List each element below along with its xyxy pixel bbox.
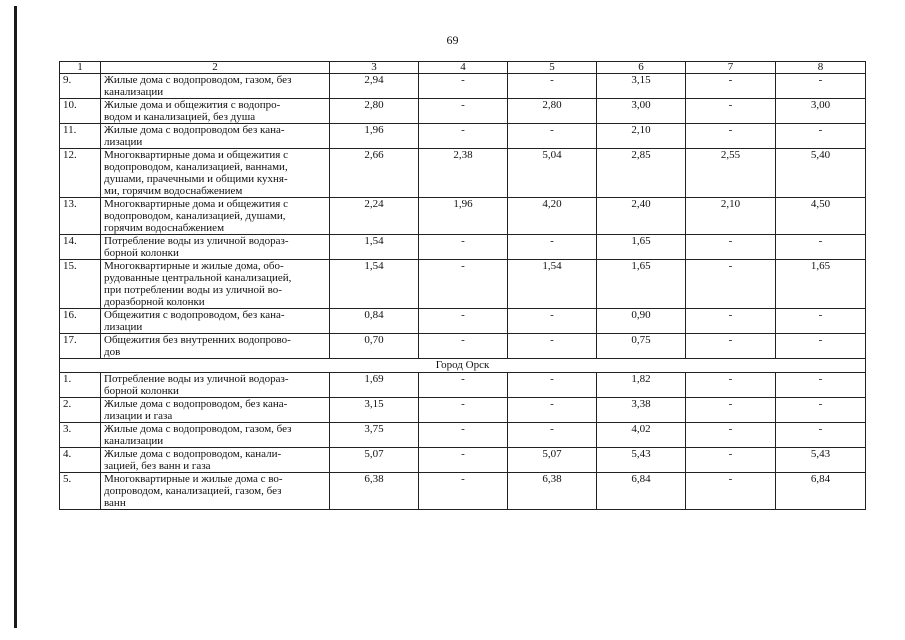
value-cell-col-5: 4,20 bbox=[508, 198, 597, 235]
table-row bbox=[60, 309, 866, 334]
value-cell-col-5: - bbox=[508, 398, 597, 423]
description-line: водопроводом, канализацией, душами, bbox=[104, 210, 286, 222]
column-header-2: 2 bbox=[101, 62, 330, 74]
description-line: канализации bbox=[104, 435, 164, 447]
value-cell-col-8: - bbox=[776, 124, 866, 149]
value-cell-col-8: 5,43 bbox=[776, 448, 866, 473]
row-number: 15. bbox=[60, 260, 101, 309]
table-row bbox=[60, 373, 866, 398]
column-header-4: 4 bbox=[419, 62, 508, 74]
description-line: зацией, без ванн и газа bbox=[104, 460, 211, 472]
row-number: 14. bbox=[60, 235, 101, 260]
value-cell-col-7: - bbox=[686, 423, 776, 448]
row-number: 2. bbox=[60, 398, 101, 423]
value-cell-col-6: 0,75 bbox=[597, 334, 686, 359]
description-line: Жилые дома с водопроводом, газом, без bbox=[104, 74, 292, 86]
description-line: лизации bbox=[104, 321, 143, 333]
value-cell-col-6: 1,65 bbox=[597, 260, 686, 309]
row-number: 10. bbox=[60, 99, 101, 124]
section-title: Город Орск bbox=[60, 359, 866, 373]
value-cell-col-6: 1,65 bbox=[597, 235, 686, 260]
description-line: Жилые дома и общежития с водопро- bbox=[104, 99, 281, 111]
value-cell-col-8: 1,65 bbox=[776, 260, 866, 309]
value-cell-col-3: 1,96 bbox=[330, 124, 419, 149]
value-cell-col-3: 6,38 bbox=[330, 473, 419, 510]
value-cell-col-6: 0,90 bbox=[597, 309, 686, 334]
value-cell-col-8: - bbox=[776, 398, 866, 423]
value-cell-col-6: 4,02 bbox=[597, 423, 686, 448]
value-cell-col-7: - bbox=[686, 74, 776, 99]
value-cell-col-6: 6,84 bbox=[597, 473, 686, 510]
value-cell-col-5: - bbox=[508, 74, 597, 99]
row-number: 4. bbox=[60, 448, 101, 473]
value-cell-col-4: - bbox=[419, 235, 508, 260]
section-row bbox=[60, 359, 866, 373]
description-line: Многоквартирные и жилые дома, обо- bbox=[104, 260, 284, 272]
description-line: ванн bbox=[104, 497, 126, 509]
row-description bbox=[101, 309, 330, 334]
value-cell-col-7: 2,55 bbox=[686, 149, 776, 198]
row-number: 16. bbox=[60, 309, 101, 334]
value-cell-col-4: - bbox=[419, 309, 508, 334]
value-cell-col-3: 1,54 bbox=[330, 260, 419, 309]
row-description bbox=[101, 149, 330, 198]
value-cell-col-4: - bbox=[419, 260, 508, 309]
value-cell-col-6: 2,10 bbox=[597, 124, 686, 149]
value-cell-col-8: - bbox=[776, 423, 866, 448]
table-row bbox=[60, 99, 866, 124]
value-cell-col-3: 1,69 bbox=[330, 373, 419, 398]
value-cell-col-5: 5,04 bbox=[508, 149, 597, 198]
description-line: Жилые дома с водопроводом, канали- bbox=[104, 448, 282, 460]
value-cell-col-5: - bbox=[508, 423, 597, 448]
page-edge-line bbox=[14, 6, 17, 628]
column-header-3: 3 bbox=[330, 62, 419, 74]
value-cell-col-4: - bbox=[419, 373, 508, 398]
row-number: 3. bbox=[60, 423, 101, 448]
value-cell-col-6: 2,40 bbox=[597, 198, 686, 235]
value-cell-col-8: - bbox=[776, 235, 866, 260]
row-description bbox=[101, 448, 330, 473]
value-cell-col-3: 2,80 bbox=[330, 99, 419, 124]
value-cell-col-7: - bbox=[686, 373, 776, 398]
table-row bbox=[60, 423, 866, 448]
description-line: дов bbox=[104, 346, 121, 358]
table-row bbox=[60, 448, 866, 473]
value-cell-col-4: - bbox=[419, 124, 508, 149]
value-cell-col-3: 0,84 bbox=[330, 309, 419, 334]
row-description bbox=[101, 373, 330, 398]
description-line: водопроводом, канализацией, ваннами, bbox=[104, 161, 288, 173]
value-cell-col-7: - bbox=[686, 235, 776, 260]
value-cell-col-4: - bbox=[419, 448, 508, 473]
row-description bbox=[101, 398, 330, 423]
description-line: горячим водоснабжением bbox=[104, 222, 225, 234]
row-description bbox=[101, 334, 330, 359]
row-description bbox=[101, 235, 330, 260]
description-line: ми, горячим водоснабжением bbox=[104, 185, 243, 197]
value-cell-col-3: 2,94 bbox=[330, 74, 419, 99]
value-cell-col-7: - bbox=[686, 260, 776, 309]
description-line: Потребление воды из уличной водораз- bbox=[104, 373, 289, 385]
row-number: 5. bbox=[60, 473, 101, 510]
value-cell-col-5: - bbox=[508, 373, 597, 398]
value-cell-col-6: 1,82 bbox=[597, 373, 686, 398]
value-cell-col-8: - bbox=[776, 74, 866, 99]
description-line: Жилые дома с водопроводом, газом, без bbox=[104, 423, 292, 435]
description-line: водом и канализацией, без душа bbox=[104, 111, 256, 123]
row-description bbox=[101, 124, 330, 149]
value-cell-col-4: - bbox=[419, 423, 508, 448]
value-cell-col-4: - bbox=[419, 74, 508, 99]
value-cell-col-3: 3,75 bbox=[330, 423, 419, 448]
value-cell-col-3: 0,70 bbox=[330, 334, 419, 359]
row-description bbox=[101, 99, 330, 124]
description-line: Общежития без внутренних водопрово- bbox=[104, 334, 291, 346]
value-cell-col-5: - bbox=[508, 334, 597, 359]
description-line: Жилые дома с водопроводом без кана- bbox=[104, 124, 285, 136]
row-number: 17. bbox=[60, 334, 101, 359]
description-line: Многоквартирные и жилые дома с во- bbox=[104, 473, 283, 485]
row-description bbox=[101, 198, 330, 235]
table-header-row bbox=[60, 62, 866, 74]
column-header-6: 6 bbox=[597, 62, 686, 74]
description-line: душами, прачечными и общими кухня- bbox=[104, 173, 288, 185]
value-cell-col-7: - bbox=[686, 334, 776, 359]
description-line: Многоквартирные дома и общежития с bbox=[104, 198, 289, 210]
value-cell-col-8: - bbox=[776, 334, 866, 359]
value-cell-col-3: 2,24 bbox=[330, 198, 419, 235]
value-cell-col-6: 5,43 bbox=[597, 448, 686, 473]
table-row bbox=[60, 473, 866, 510]
value-cell-col-6: 3,00 bbox=[597, 99, 686, 124]
row-description bbox=[101, 473, 330, 510]
value-cell-col-4: - bbox=[419, 398, 508, 423]
table-row bbox=[60, 74, 866, 99]
row-number: 11. bbox=[60, 124, 101, 149]
value-cell-col-7: - bbox=[686, 309, 776, 334]
value-cell-col-5: 5,07 bbox=[508, 448, 597, 473]
value-cell-col-5: - bbox=[508, 309, 597, 334]
table-row bbox=[60, 334, 866, 359]
description-line: доразборной колонки bbox=[104, 296, 205, 308]
description-line: Многоквартирные дома и общежития с bbox=[104, 149, 289, 161]
row-number: 9. bbox=[60, 74, 101, 99]
value-cell-col-7: - bbox=[686, 448, 776, 473]
description-line: лизации bbox=[104, 136, 143, 148]
column-header-7: 7 bbox=[686, 62, 776, 74]
description-line: Общежития с водопроводом, без кана- bbox=[104, 309, 285, 321]
value-cell-col-4: - bbox=[419, 99, 508, 124]
row-number: 1. bbox=[60, 373, 101, 398]
value-cell-col-7: - bbox=[686, 473, 776, 510]
table-row bbox=[60, 398, 866, 423]
value-cell-col-5: 2,80 bbox=[508, 99, 597, 124]
column-header-8: 8 bbox=[776, 62, 866, 74]
value-cell-col-4: - bbox=[419, 334, 508, 359]
value-cell-col-3: 5,07 bbox=[330, 448, 419, 473]
value-cell-col-5: - bbox=[508, 235, 597, 260]
value-cell-col-6: 3,15 bbox=[597, 74, 686, 99]
value-cell-col-8: 6,84 bbox=[776, 473, 866, 510]
water-consumption-table bbox=[59, 61, 866, 510]
table-row bbox=[60, 235, 866, 260]
description-line: при потреблении воды из уличной во- bbox=[104, 284, 282, 296]
row-description bbox=[101, 260, 330, 309]
row-number: 13. bbox=[60, 198, 101, 235]
value-cell-col-4: - bbox=[419, 473, 508, 510]
value-cell-col-8: - bbox=[776, 309, 866, 334]
row-description bbox=[101, 423, 330, 448]
value-cell-col-5: - bbox=[508, 124, 597, 149]
value-cell-col-8: 5,40 bbox=[776, 149, 866, 198]
value-cell-col-6: 2,85 bbox=[597, 149, 686, 198]
table-body bbox=[60, 62, 866, 510]
value-cell-col-8: 4,50 bbox=[776, 198, 866, 235]
column-header-5: 5 bbox=[508, 62, 597, 74]
value-cell-col-7: 2,10 bbox=[686, 198, 776, 235]
description-line: Потребление воды из уличной водораз- bbox=[104, 235, 289, 247]
page-number: 69 bbox=[446, 33, 459, 47]
row-description bbox=[101, 74, 330, 99]
row-number: 12. bbox=[60, 149, 101, 198]
value-cell-col-8: - bbox=[776, 373, 866, 398]
value-cell-col-7: - bbox=[686, 398, 776, 423]
table-row bbox=[60, 149, 866, 198]
description-line: канализации bbox=[104, 86, 164, 98]
value-cell-col-6: 3,38 bbox=[597, 398, 686, 423]
value-cell-col-5: 1,54 bbox=[508, 260, 597, 309]
value-cell-col-7: - bbox=[686, 99, 776, 124]
description-line: борной колонки bbox=[104, 385, 179, 397]
value-cell-col-3: 3,15 bbox=[330, 398, 419, 423]
value-cell-col-5: 6,38 bbox=[508, 473, 597, 510]
table-row bbox=[60, 124, 866, 149]
description-line: Жилые дома с водопроводом, без кана- bbox=[104, 398, 288, 410]
value-cell-col-4: 1,96 bbox=[419, 198, 508, 235]
value-cell-col-3: 1,54 bbox=[330, 235, 419, 260]
description-line: допроводом, канализацией, газом, без bbox=[104, 485, 282, 497]
description-line: рудованные центральной канализацией, bbox=[104, 272, 292, 284]
value-cell-col-4: 2,38 bbox=[419, 149, 508, 198]
table-row bbox=[60, 260, 866, 309]
description-line: борной колонки bbox=[104, 247, 179, 259]
table-row bbox=[60, 198, 866, 235]
value-cell-col-7: - bbox=[686, 124, 776, 149]
column-header-1: 1 bbox=[60, 62, 101, 74]
value-cell-col-8: 3,00 bbox=[776, 99, 866, 124]
description-line: лизации и газа bbox=[104, 410, 173, 422]
value-cell-col-3: 2,66 bbox=[330, 149, 419, 198]
